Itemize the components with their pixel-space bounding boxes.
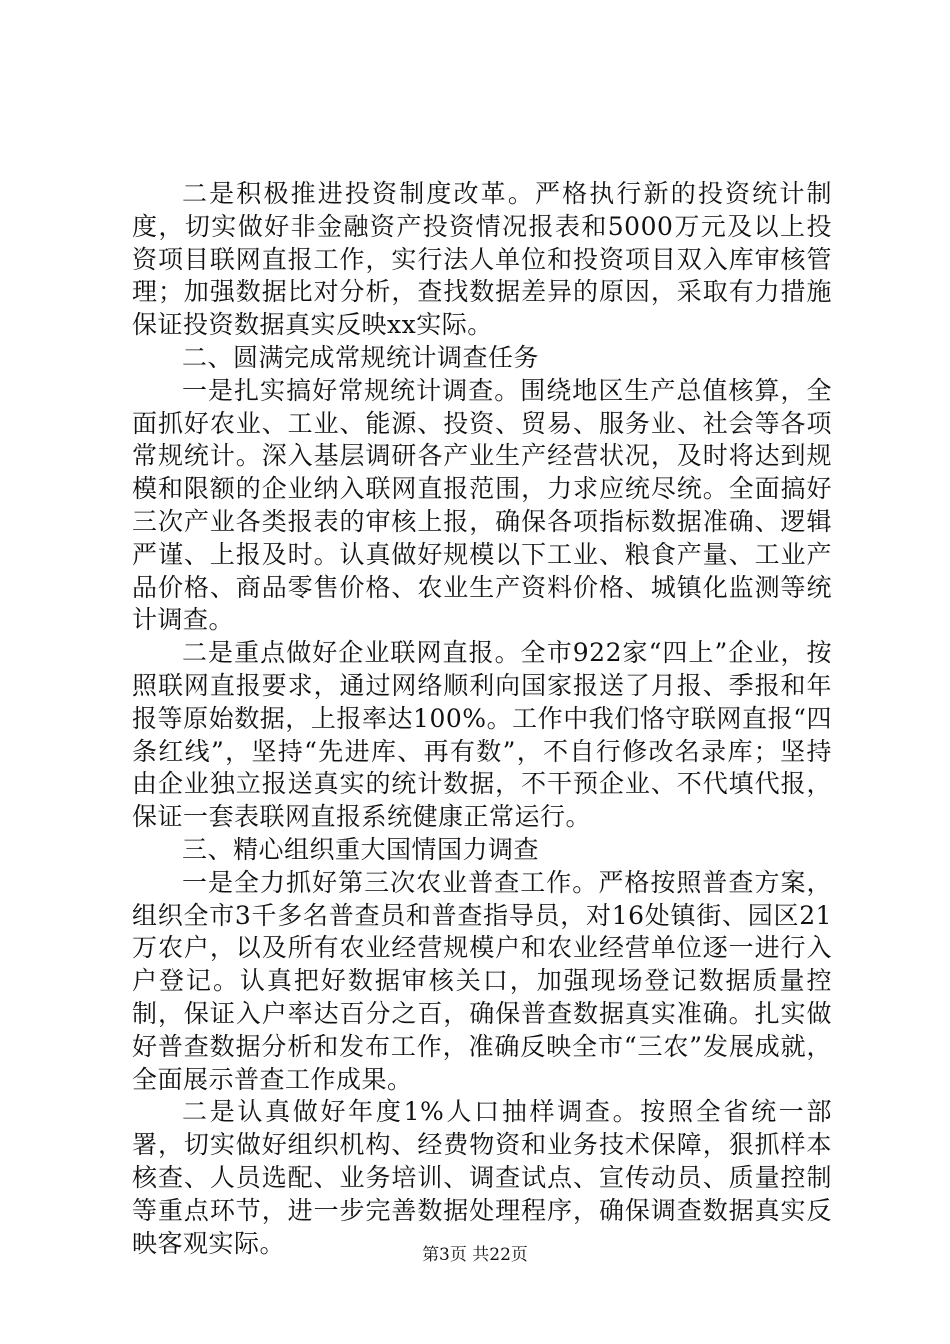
- page-footer: 第3页 共22页: [422, 1245, 528, 1265]
- paragraph: 二是认真做好年度1%人口抽样调查。按照全省统一部署，切实做好组织机构、经费物资和业务技术保障，狠抓样本核查、人员选配、业务培训、调查试点、宣传动员、质量控制等重点环节，进一步完善数据处理程序，确保调查数据真实反映客观实际。: [132, 1097, 832, 1258]
- section-heading: 二、圆满完成常规统计调查任务: [182, 342, 540, 372]
- paragraph: 一是扎实搞好常规统计调查。围绕地区生产总值核算，全面抓好农业、工业、能源、投资、贸易、服务业、社会等各项常规统计。深入基层调研各产业生产经营状况，及时将达到规模和限额的企业纳入联网直报范围，力求应统尽统。全面搞好三次产业各类报表的审核上报，确保各项指标数据准确、逻辑严谨、上报及时。认真做好规模以下工业、粮食产量、工业产品价格、商品零售价格、农业生产资料价格、城镇化监测等统计调查。: [132, 375, 832, 635]
- paragraph: 二是重点做好企业联网直报。全市922家“四上”企业，按照联网直报要求，通过网络顺利向国家报送了月报、季报和年报等原始数据，上报率达100%。工作中我们恪守联网直报“四条红线”，坚持“先进库、再有数”，不自行修改名录库；坚持由企业独立报送真实的统计数据，不干预企业、不代填代报，保证一套表联网直报系统健康正常运行。: [132, 638, 832, 832]
- document-body: [132, 178, 832, 1260]
- paragraph: 一是全力抓好第三次农业普查工作。严格按照普查方案，组织全市3千多名普查员和普查指导员，对16处镇街、园区21万农户，以及所有农业经营规模户和农业经营单位逐一进行入户登记。认真把好数据审核关口，加强现场登记数据质量控制，保证入户率达百分之百，确保普查数据真实准确。扎实做好普查数据分析和发布工作，准确反映全市“三农”发展成就，全面展示普查工作成果。: [132, 867, 832, 1094]
- section-heading: 三、精心组织重大国情国力调查: [182, 834, 540, 864]
- paragraph: 二是积极推进投资制度改革。严格执行新的投资统计制度，切实做好非金融资产投资情况报表和5000万元及以上投资项目联网直报工作，实行法人单位和投资项目双入库审核管理；加强数据比对分析，查找数据差异的原因，采取有力措施保证投资数据真实反映xx实际。: [132, 179, 832, 340]
